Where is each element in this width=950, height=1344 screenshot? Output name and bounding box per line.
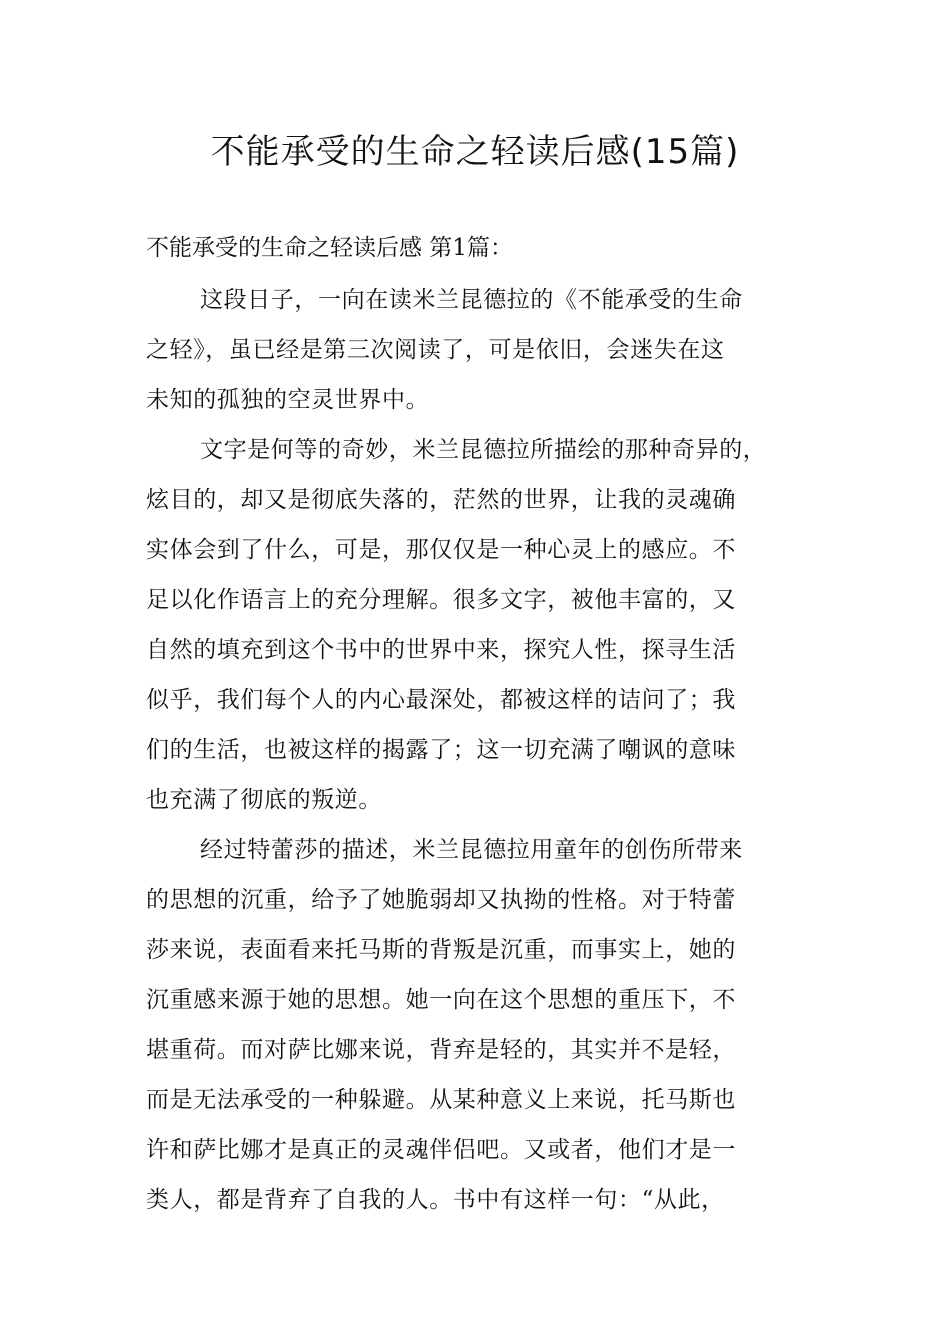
paragraph-line: 类人，都是背弃了自我的人。书中有这样一句：“从此， (146, 1187, 725, 1213)
paragraph-line: 堪重荷。而对萨比娜来说，背弃是轻的，其实并不是轻， (146, 1037, 736, 1063)
paragraph-line: 自然的填充到这个书中的世界中来，探究人性，探寻生活 (146, 637, 736, 663)
paragraph-line: 之轻》，虽已经是第三次阅读了，可是依旧，会迷失在这 (146, 337, 725, 363)
document-title: 不能承受的生命之轻读后感(15篇) (210, 132, 740, 172)
paragraph-line: 们的生活，也被这样的揭露了；这一切充满了嘲讽的意味 (146, 737, 736, 763)
paragraph-line: 这段日子，一向在读米兰昆德拉的《不能承受的生命 (200, 287, 743, 313)
paragraph-line: 而是无法承受的一种躲避。从某种意义上来说，托马斯也 (146, 1087, 736, 1113)
paragraph-line: 经过特蕾莎的描述，米兰昆德拉用童年的创伤所带来 (200, 837, 743, 863)
paragraph-line: 实体会到了什么，可是，那仅仅是一种心灵上的感应。不 (146, 537, 736, 563)
paragraph-line: 沉重感来源于她的思想。她一向在这个思想的重压下，不 (146, 987, 736, 1013)
paragraph-line: 的思想的沉重，给予了她脆弱却又执拗的性格。对于特蕾 (146, 887, 736, 913)
paragraph-line: 炫目的，却又是彻底失落的，茫然的世界，让我的灵魂确 (146, 487, 736, 513)
paragraph-line: 足以化作语言上的充分理解。很多文字，被他丰富的，又 (146, 587, 736, 613)
section-heading: 不能承受的生命之轻读后感 第1篇： (146, 235, 513, 261)
paragraph-line: 似乎，我们每个人的内心最深处，都被这样的诘问了；我 (146, 687, 736, 713)
paragraph-line: 莎来说，表面看来托马斯的背叛是沉重，而事实上，她的 (146, 937, 736, 963)
paragraph-line: 未知的孤独的空灵世界中。 (146, 387, 430, 413)
paragraph-line: 文字是何等的奇妙，米兰昆德拉所描绘的那种奇异的， (200, 437, 767, 463)
paragraph-line: 许和萨比娜才是真正的灵魂伴侣吧。又或者，他们才是一 (146, 1137, 736, 1163)
paragraph-line: 也充满了彻底的叛逆。 (146, 787, 382, 813)
